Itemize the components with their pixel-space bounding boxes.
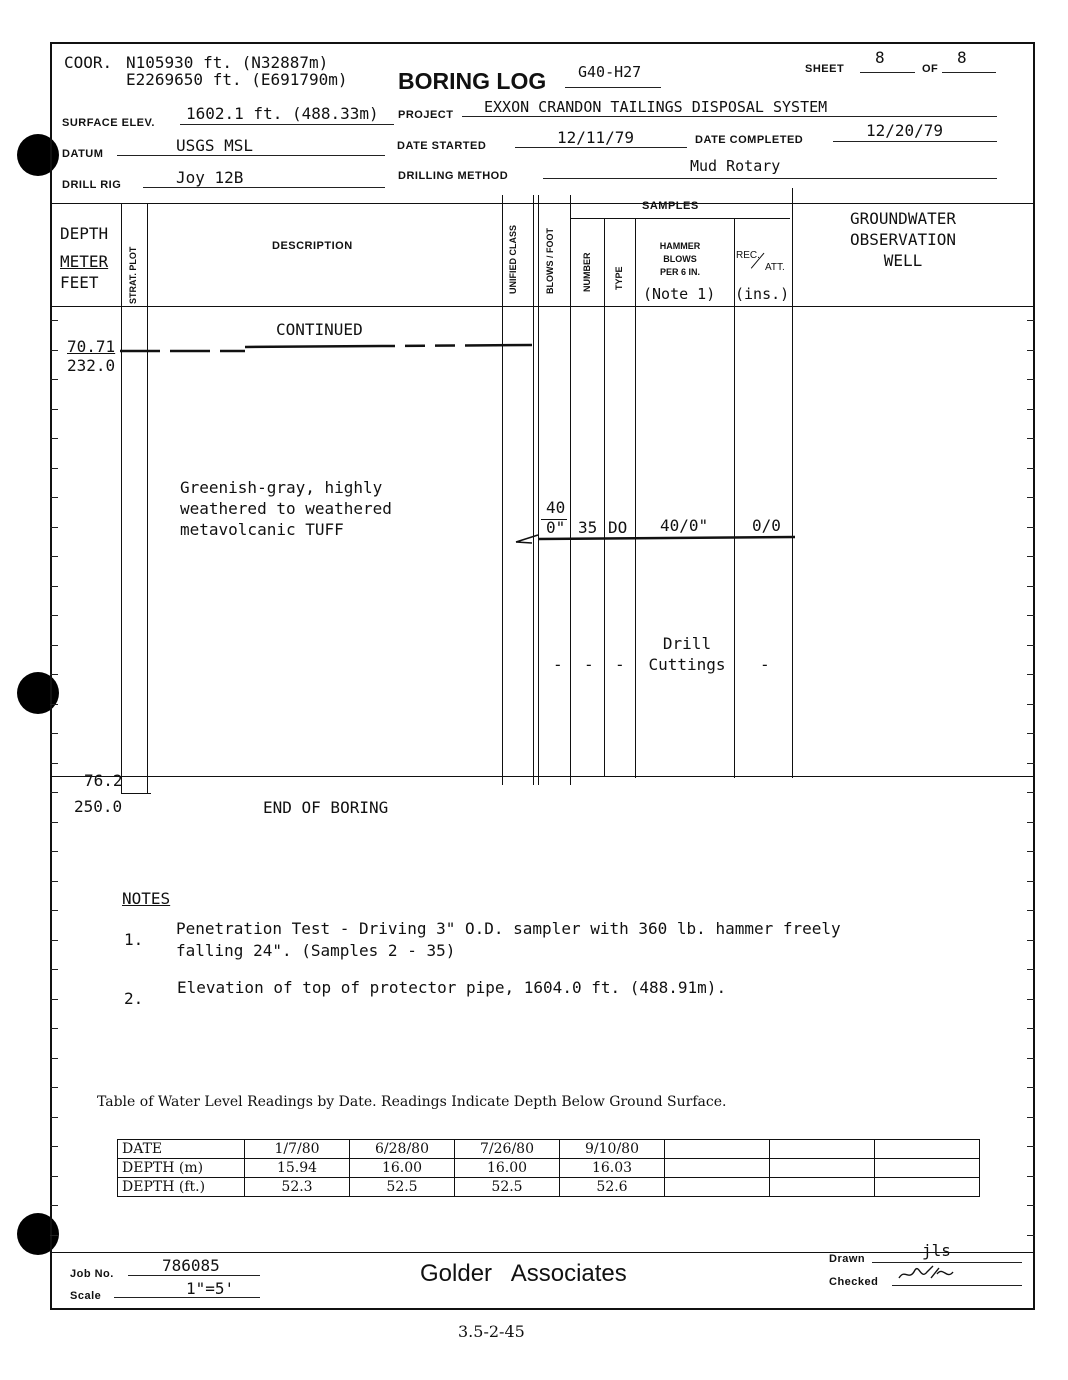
scale-tick — [50, 586, 58, 587]
scale-tick — [50, 1117, 58, 1118]
scale-tick — [50, 881, 58, 882]
date-cell — [875, 1140, 980, 1159]
scale-tick — [1027, 733, 1035, 734]
blows-dash: - — [553, 655, 563, 674]
depth-ft-cell: 52.3 — [245, 1178, 350, 1197]
drill-rig-label: DRILL RIG — [62, 179, 122, 191]
note-2-number: 2. — [124, 989, 144, 1008]
depth-ft-cell — [770, 1178, 875, 1197]
scale-value: 1"=5' — [186, 1279, 235, 1298]
surface-elev: 1602.1 ft. (488.33m) — [186, 104, 379, 123]
scale-tick — [1027, 763, 1035, 764]
scale-tick — [50, 910, 58, 911]
col-ins: (ins.) — [735, 285, 790, 303]
sheet-label: SHEET — [805, 63, 845, 75]
date-cell: 1/7/80 — [245, 1140, 350, 1159]
row-label-date: DATE — [118, 1140, 245, 1159]
depth-top-feet: 232.0 — [67, 356, 116, 375]
scale-tick — [1027, 379, 1035, 380]
depth-m-cell — [665, 1159, 770, 1178]
recovery-dash: - — [760, 655, 770, 674]
date-completed-label: DATE COMPLETED — [695, 134, 804, 146]
scale-tick — [50, 645, 58, 646]
company-name: Golder Associates — [420, 1260, 627, 1287]
scale-tick — [50, 999, 58, 1000]
scale-tick — [1027, 674, 1035, 675]
scale-tick — [50, 468, 58, 469]
drill-rig: Joy 12B — [176, 168, 244, 187]
col-groundwater-well: GROUNDWATER OBSERVATION WELL — [850, 209, 956, 270]
scale-tick — [1027, 645, 1035, 646]
sample-type: DO — [608, 518, 628, 537]
drawn-label: Drawn — [829, 1253, 866, 1265]
sample-number: 35 — [578, 518, 598, 537]
col-unified-class: UNIFIED CLASS — [508, 224, 518, 294]
drill-cuttings: Drill Cuttings — [648, 634, 726, 674]
depth-bottom-feet: 250.0 — [74, 797, 123, 816]
water-level-caption: Table of Water Level Readings by Date. Readings Indicate Depth Below Ground Surface. — [97, 1094, 727, 1110]
scale-tick — [1027, 1235, 1035, 1236]
depth-m-cell — [875, 1159, 980, 1178]
boring-id: G40-H27 — [578, 63, 642, 81]
scale-tick — [1027, 1117, 1035, 1118]
scale-tick — [1027, 438, 1035, 439]
col-hammer: HAMMER BLOWS PER 6 IN. — [659, 241, 701, 277]
depth-m-cell — [770, 1159, 875, 1178]
notes-heading: NOTES — [122, 889, 171, 908]
depth-top-meters: 70.71 — [67, 337, 116, 356]
page-number: 3.5-2-45 — [458, 1322, 525, 1341]
scale-tick — [1027, 999, 1035, 1000]
table-row — [118, 1178, 980, 1197]
scale-tick — [50, 1146, 58, 1147]
scale-tick — [1027, 792, 1035, 793]
table-row — [118, 1159, 980, 1178]
scale-tick — [1027, 320, 1035, 321]
date-cell — [665, 1140, 770, 1159]
project-name: EXXON CRANDON TAILINGS DISPOSAL SYSTEM — [484, 98, 828, 116]
coor-north: N105930 ft. (N32887m) — [126, 53, 329, 72]
scale-tick — [50, 940, 58, 941]
job-label: Job No. — [70, 1268, 114, 1280]
depth-m-cell: 16.03 — [560, 1159, 665, 1178]
note-1-text: Penetration Test - Driving 3" O.D. sampler with 360 lb. hammer freely falling 24". (Samples 2 - 35) — [176, 919, 841, 960]
datum-value: USGS MSL — [176, 136, 254, 155]
col-feet: FEET — [60, 273, 99, 292]
depth-ft-cell: 52.6 — [560, 1178, 665, 1197]
scale-tick — [1027, 497, 1035, 498]
scale-tick — [1027, 409, 1035, 410]
date-cell: 6/28/80 — [350, 1140, 455, 1159]
scale-tick — [50, 851, 58, 852]
sheet-total: 8 — [957, 48, 967, 67]
form-title: BORING LOG — [398, 68, 547, 94]
col-note1: (Note 1) — [643, 285, 716, 303]
job-number: 786085 — [162, 1256, 220, 1275]
depth-m-cell: 16.00 — [350, 1159, 455, 1178]
table-row — [118, 1140, 980, 1159]
scale-tick — [50, 527, 58, 528]
date-started-label: DATE STARTED — [397, 140, 487, 152]
row-label-depth-ft: DEPTH (ft.) — [118, 1178, 245, 1197]
scale-tick — [1027, 1028, 1035, 1029]
scale-tick — [1027, 1176, 1035, 1177]
scale-label: Scale — [70, 1290, 102, 1302]
scale-tick — [50, 763, 58, 764]
col-meter: METER — [60, 252, 109, 271]
soil-description: Greenish-gray, highly weathered to weathered metavolcanic TUFF — [180, 478, 392, 539]
drilling-method-label: DRILLING METHOD — [398, 170, 509, 182]
scale-tick — [50, 1058, 58, 1059]
col-strat-plot: STRAT. PLOT — [128, 246, 138, 304]
scale-tick — [50, 615, 58, 616]
scale-tick — [1027, 615, 1035, 616]
scale-tick — [1027, 468, 1035, 469]
col-depth: DEPTH — [60, 224, 109, 243]
scale-tick — [50, 1028, 58, 1029]
depth-m-cell: 16.00 — [455, 1159, 560, 1178]
depth-ft-cell — [665, 1178, 770, 1197]
depth-ft-cell: 52.5 — [455, 1178, 560, 1197]
scale-tick — [50, 350, 58, 351]
scale-tick — [50, 822, 58, 823]
scale-tick — [50, 1205, 58, 1206]
depth-ft-cell: 52.5 — [350, 1178, 455, 1197]
scale-tick — [1027, 1205, 1035, 1206]
hammer-blows: 40/0" — [660, 516, 709, 535]
scale-tick — [1027, 969, 1035, 970]
depth-ft-cell — [875, 1178, 980, 1197]
sheet-number: 8 — [875, 48, 885, 67]
scale-tick — [1027, 1058, 1035, 1059]
date-cell: 9/10/80 — [560, 1140, 665, 1159]
scale-tick — [50, 320, 58, 321]
blows-per-foot-numerator: 40 — [546, 498, 566, 517]
col-blows-foot: BLOWS / FOOT — [545, 228, 555, 294]
project-label: PROJECT — [398, 109, 454, 121]
datum-label: DATUM — [62, 148, 104, 160]
type-dash: - — [615, 655, 625, 674]
number-dash: - — [584, 655, 594, 674]
scale-tick — [1027, 586, 1035, 587]
scale-tick — [50, 704, 58, 705]
scale-tick — [1027, 822, 1035, 823]
blows-per-foot-denominator: 0" — [546, 518, 566, 537]
scale-tick — [50, 438, 58, 439]
note-2-text: Elevation of top of protector pipe, 1604.0 ft. (488.91m). — [177, 978, 727, 997]
col-samples: SAMPLES — [642, 200, 699, 212]
date-started: 12/11/79 — [557, 128, 635, 147]
continued-label: CONTINUED — [276, 320, 363, 339]
scale-tick — [50, 379, 58, 380]
col-number: NUMBER — [582, 252, 592, 292]
scale-tick — [1027, 704, 1035, 705]
coor-east: E2269650 ft. (E691790m) — [126, 70, 348, 89]
depth-m-cell: 15.94 — [245, 1159, 350, 1178]
col-description: DESCRIPTION — [272, 240, 353, 252]
of-label: OF — [922, 63, 939, 75]
scale-tick — [50, 969, 58, 970]
recovery: 0/0 — [752, 516, 781, 535]
checked-label: Checked — [829, 1276, 879, 1288]
scale-tick — [50, 497, 58, 498]
depth-bottom-meters: 76.2 — [84, 771, 123, 790]
date-cell: 7/26/80 — [455, 1140, 560, 1159]
scale-tick — [50, 1087, 58, 1088]
coor-label: COOR. — [64, 53, 113, 72]
col-type: TYPE — [614, 266, 624, 290]
scale-tick — [50, 1176, 58, 1177]
scale-tick — [50, 733, 58, 734]
scale-tick — [50, 1235, 58, 1236]
scale-tick — [1027, 881, 1035, 882]
sample-boundary-line — [510, 530, 800, 550]
scale-tick — [1027, 527, 1035, 528]
scale-tick — [1027, 1146, 1035, 1147]
checked-initials-signature — [895, 1262, 965, 1284]
row-label-depth-m: DEPTH (m) — [118, 1159, 245, 1178]
scale-tick — [1027, 940, 1035, 941]
scale-tick — [1027, 350, 1035, 351]
col-att: ATT. — [765, 262, 785, 273]
continued-boundary-line — [50, 340, 540, 360]
col-rec: REC. — [736, 250, 760, 261]
scale-tick — [50, 792, 58, 793]
scale-tick — [1027, 556, 1035, 557]
scale-tick — [1027, 1087, 1035, 1088]
scale-tick — [1027, 851, 1035, 852]
drilling-method: Mud Rotary — [690, 157, 781, 175]
scale-tick — [50, 556, 58, 557]
scale-tick — [50, 674, 58, 675]
end-of-boring: END OF BORING — [263, 798, 389, 817]
date-cell — [770, 1140, 875, 1159]
drawn-by: jls — [922, 1241, 951, 1260]
date-completed: 12/20/79 — [866, 121, 944, 140]
water-level-table — [117, 1139, 980, 1197]
note-1-number: 1. — [124, 930, 144, 949]
scale-tick — [1027, 910, 1035, 911]
scale-tick — [50, 409, 58, 410]
surface-elev-label: SURFACE ELEV. — [62, 117, 155, 129]
